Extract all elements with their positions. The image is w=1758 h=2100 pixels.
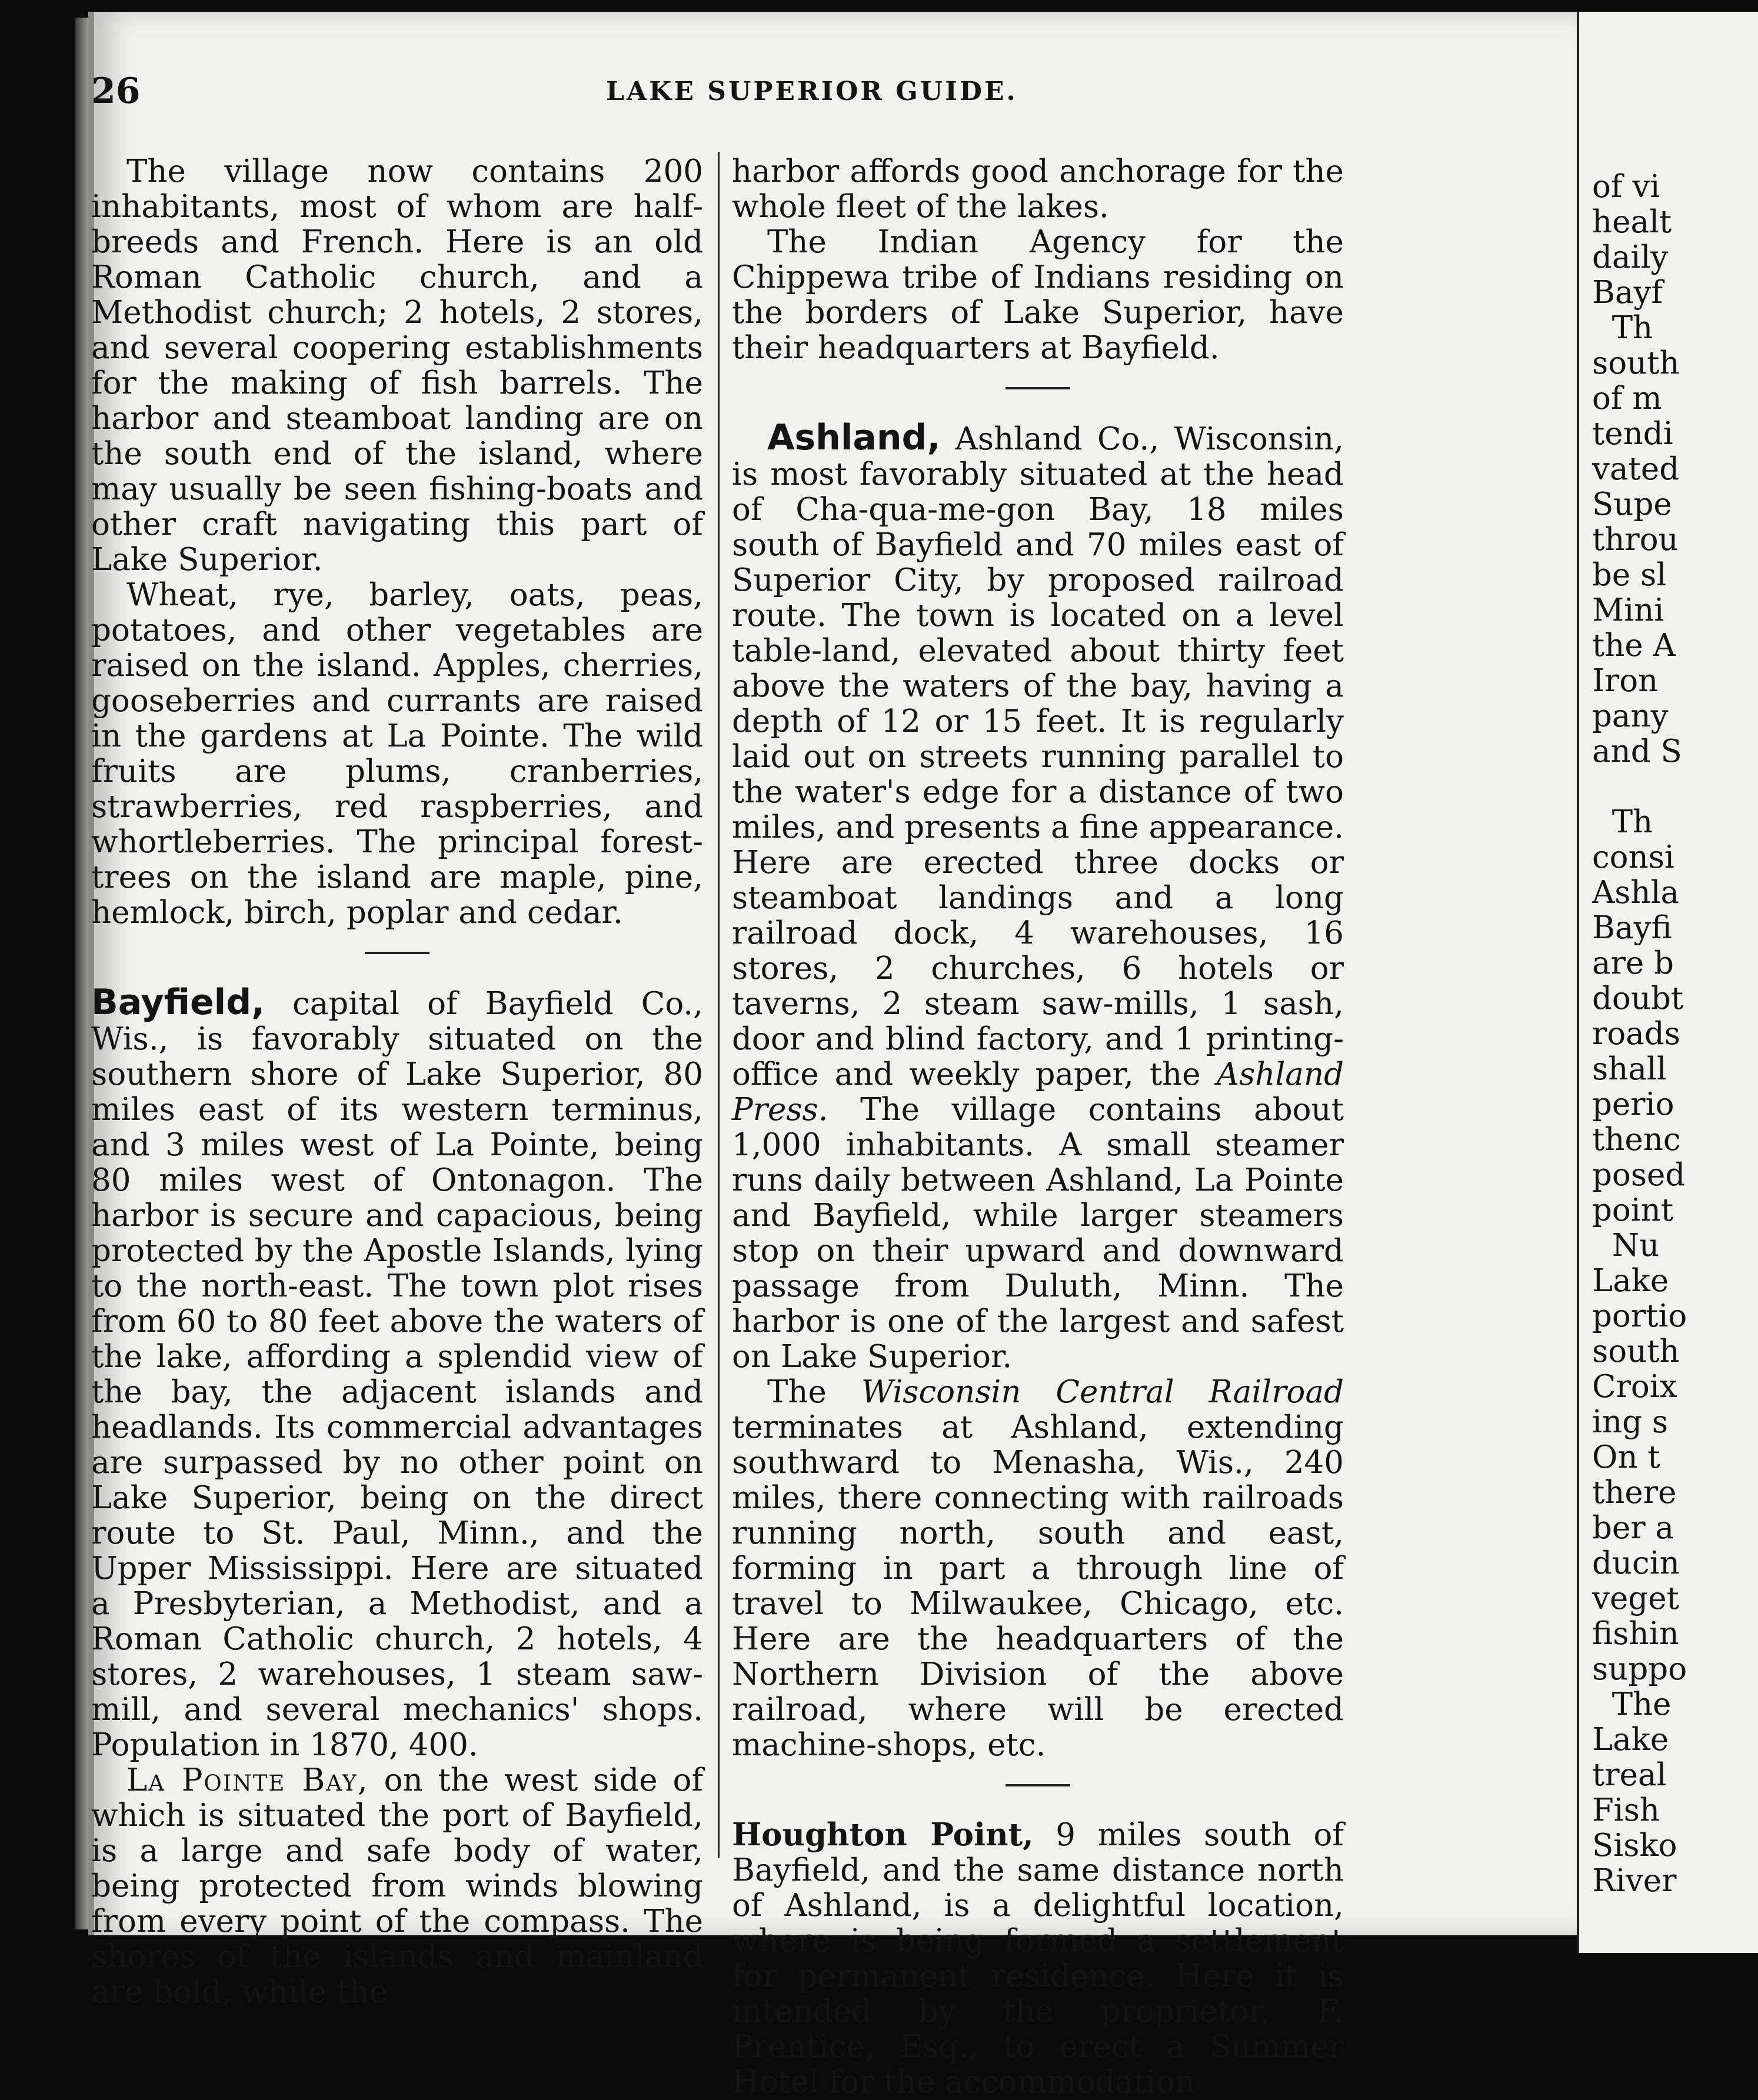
paragraph-crops: Wheat, rye, barley, oats, peas, potatoes, and other vegetables are raised on the island. Apples, cherries, gooseberries and currants are raised in the gardens at La Pointe. The wild fruits are plums, cranberries, strawberries, red raspberries, and whortleberries. The principal forest-trees on the island are maple, pine, hemlock, birch, poplar and cedar.: [91, 577, 703, 931]
ashland-press-title: Ashland Press.: [732, 1056, 1344, 1128]
paragraph-houghton-point: [732, 1817, 1344, 2100]
paragraph-indian-agency: The Indian Agency for the Chippewa tribe of Indians residing on the borders of Lake Superior, have their headquarters at Bayfield.: [732, 224, 1344, 366]
book-spine-edge: [75, 18, 88, 1929]
bayfield-text: capital of Bayfield Co., Wis., is favorably situated on the southern shore of Lake Superior, 80 miles east of its western terminus, and 3 miles west of La Pointe, being 80 miles west of Ontonagon. The harbor is secure and capacious, being protected by the Apostle Islands, lying to the north-east. The town plot rises from 60 to 80 feet above the waters of the lake, affording a splendid view of the bay, the adjacent islands and headlands. Its commercial advantages are surpassed by no other point on Lake Superior, being on the direct route to St. Paul, Minn., and the Upper Mississippi. Here are situated a Presbyterian, a Methodist, and a Roman Catholic church, 2 hotels, 4 stores, 2 warehouses, 1 steam saw-mill, and several mechanics' shops. Population in 1870, 400.: [91, 986, 703, 1763]
ashland-text-a: Ashland Co., Wisconsin, is most favorably situated at the head of Cha-qua-me-gon Bay, 18 miles south of Bayfield and 70 miles east of Superior City, by proposed railroad route. The town is located on a level table-land, elevated about thirty feet above the waters of the bay, having a depth of 12 or 15 feet. It is regularly laid out on streets running parallel to the water's edge for a distance of two miles, and presents a fine appearance. Here are erected three docks or steamboat landings and a long railroad dock, 4 warehouses, 16 stores, 2 churches, 6 hotels or taverns, 2 steam saw-mills, 1 sash, door and blind factory, and 1 printing-office and weekly paper, the: [732, 421, 1344, 1092]
left-column: [91, 154, 703, 2010]
wcr-text-b: terminates at Ashland, extending southward to Menasha, Wis., 240 miles, there connecting with railroads running north, south and east, forming in part a through line of travel to Milwaukee, Chicago, etc. Here are the headquarters of the Northern Division of the above railroad, where will be erected machine-shops, etc.: [732, 1409, 1344, 1763]
la-pointe-bay-text: on the west side of which is situated the port of Bayfield, is a large and safe body of water, being protected from winds blowing from every point of the compass. The shores of the islands and mainland are bold, while the: [91, 1762, 703, 2010]
section-divider: [365, 952, 429, 954]
heading-houghton-point: Houghton Point,: [732, 1816, 1034, 1853]
wisconsin-central-railroad: Wisconsin Central Railroad: [861, 1374, 1344, 1410]
heading-ashland: Ashland,: [767, 417, 941, 458]
section-divider: [1005, 1784, 1070, 1786]
heading-bayfield: Bayfield,: [91, 982, 265, 1023]
houghton-text: 9 miles south of Bayfield, and the same distance north of Ashland, is a delightful location, where is being formed a settlement for permanent residence. Here it is intended by the proprietor, F. Prentice, Esq., to erect a Summer Hotel for the accommodation: [732, 1817, 1344, 2100]
ashland-text-b: The village contains about 1,000 inhabitants. A small steamer runs daily between Ashland, La Pointe and Bayfield, while larger steamers stop on their upward and downward passage from Duluth, Minn. The harbor is one of the largest and safest on Lake Superior.: [732, 1092, 1344, 1375]
wcr-text-a: The: [767, 1374, 861, 1410]
next-page-edge: [1577, 12, 1758, 1953]
paragraph-ashland: [732, 417, 1344, 1375]
paragraph-la-pointe-village: The village now contains 200 inhabitants, most of whom are half-breeds and French. Here is an old Roman Catholic church, and a Methodist church; 2 hotels, 2 stores, and several coopering establishments for the making of fish barrels. The harbor and steamboat landing are on the south end of the island, where may usually be seen fishing-boats and other craft navigating this part of Lake Superior.: [91, 154, 703, 578]
heading-la-pointe-bay: La Pointe Bay,: [126, 1762, 369, 1798]
section-divider: [1005, 387, 1070, 389]
column-rule: [718, 152, 720, 1858]
paragraph-bayfield: [91, 982, 703, 1763]
paragraph-wisconsin-central: [732, 1375, 1344, 1763]
paragraph-harbor-continued: harbor affords good anchorage for the whole fleet of the lakes.: [732, 154, 1344, 225]
page-number: 26: [91, 71, 141, 112]
paragraph-la-pointe-bay: [91, 1763, 703, 2010]
next-page-text-fragment: of vi healt daily Bayf Th south of m tendi vated Supe throu be sl Mini the A Iron pany and S Th consi Ashla Bayfi are b doubt roads shall perio thenc posed point Nu Lake portio south Croix ing s On t there ber a ducin veget fishin suppo The Lake treal Fish Sisko River: [1592, 169, 1687, 1899]
running-title: LAKE SUPERIOR GUIDE.: [606, 76, 1018, 106]
right-column: [732, 154, 1344, 2100]
